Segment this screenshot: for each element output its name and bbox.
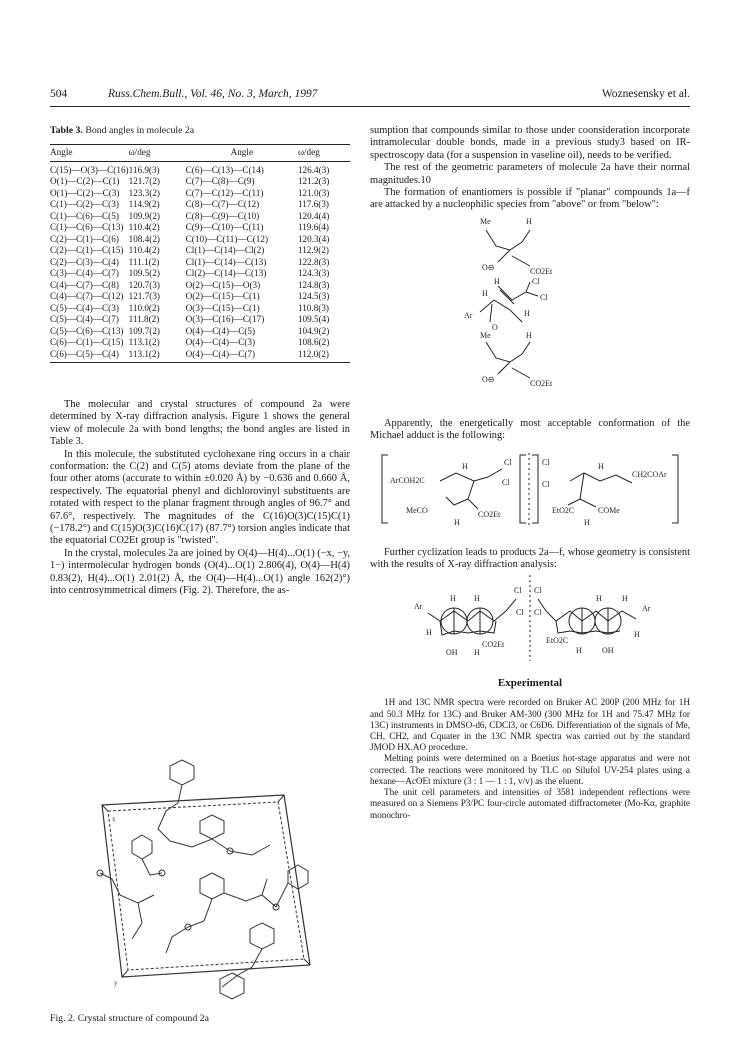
scheme-label: H — [462, 461, 468, 471]
paragraph: The rest of the geometric parameters of molecule 2a have their normal magnitudes.10 — [370, 162, 690, 186]
table-cell: C(5)—C(4)—C(3) — [50, 302, 119, 313]
scheme-label: O⊖ — [482, 262, 495, 272]
scheme-label: Cl — [516, 608, 524, 618]
table-cell: 124.8(3) — [297, 279, 330, 290]
scheme-label: H — [598, 461, 604, 471]
table-cell: O(4)—C(4)—C(3) — [185, 337, 256, 347]
table-caption-label: Table 3. — [50, 125, 83, 136]
table-cell: C(15)—O(3)—C(16) — [50, 164, 129, 175]
scheme-label: EtO2C — [552, 505, 575, 515]
table-cell: O(2)—C(15)—O(3) — [185, 279, 261, 290]
scheme-label: H — [634, 630, 640, 640]
table-cell: 111.8(2) — [128, 314, 160, 324]
scheme-label: COMe — [598, 505, 620, 515]
table-row — [50, 337, 350, 349]
scheme-label: CO2Et — [530, 378, 553, 388]
paragraph: 1H and 13C NMR spectra were recorded on Bruker AC 200P (200 MHz for 1H and 50.3 MHz for 13C) and Bruker AM-300 (300 MHz for 1H and 75.47 MHz for 13C) instruments in DMSO-d6, CDCl3, or C6D6. Differentiation of the signals of Me, CH, CH2, and Cquater in the 13C NMR spectra was carried out by the standard JMOD HX.AO procedure. — [370, 697, 690, 753]
table-cell: C(8)—C(9)—C(10) — [185, 210, 260, 221]
paragraph: Further cyclization leads to products 2a—f, whose geometry is consistent with the results of X-ray diffraction analysis: — [370, 546, 690, 571]
crystal-structure-figure — [62, 755, 332, 1007]
table-cell: 124.3(3) — [297, 268, 330, 278]
table-cell: 126.4(3) — [297, 164, 330, 175]
scheme-label: H — [622, 594, 628, 604]
section-heading-experimental: Experimental — [497, 677, 563, 690]
table-cell: 116.9(3) — [128, 164, 160, 175]
table-cell: 110.4(2) — [128, 245, 160, 255]
table-cell: 117.6(3) — [297, 199, 329, 209]
table-cell: Cl(2)—C(14)—C(13) — [185, 268, 267, 278]
table-cell: C(4)—C(7)—C(8) — [50, 279, 119, 290]
figure-caption-text: Crystal structure of compound 2a — [77, 1013, 209, 1024]
scheme-label: CH2COAr — [632, 469, 667, 479]
scheme-label: Me — [480, 216, 491, 226]
table-cell: Cl(1)—C(14)—C(13) — [185, 256, 267, 267]
scheme-label: Cl — [542, 457, 550, 467]
scheme-label: Cl — [504, 457, 512, 467]
cyclization-scheme — [370, 571, 690, 663]
table-row — [50, 349, 350, 363]
table-cell: 120.4(4) — [297, 210, 330, 221]
table-cell: C(2)—C(3)—C(4) — [50, 256, 119, 267]
table-cell: C(5)—C(6)—C(13) — [50, 325, 124, 336]
table-row — [50, 199, 350, 211]
table-cell: 110.8(3) — [297, 302, 329, 313]
scheme-label: OH — [602, 646, 614, 656]
header-rule — [50, 106, 690, 107]
table-row — [50, 222, 350, 234]
table-cell: 108.6(2) — [297, 337, 330, 347]
column-header: Angle — [186, 145, 298, 162]
table-cell: O(1)—C(2)—C(3) — [50, 187, 120, 198]
paragraph: Melting points were determined on a Boetius hot-stage apparatus and were not corrected. The reactions were monitored by TLC on Silufol UV-254 plates using a hexane—AcOEt mixture (3 : 1 — 1 : 1, v/v) as the eluent. — [370, 753, 690, 786]
table-header-row — [50, 145, 350, 162]
scheme-label: H — [450, 594, 456, 604]
scheme-label: O⊖ — [482, 374, 495, 384]
table-cell: 121.7(3) — [128, 291, 160, 301]
table-cell: 113.1(2) — [129, 349, 186, 363]
table-cell: 109.5(2) — [128, 268, 160, 278]
table-row — [50, 303, 350, 315]
table-cell: C(8)—C(7)—C(12) — [185, 199, 260, 209]
scheme-label: H — [426, 628, 432, 638]
paragraph: Apparently, the energetically most acceptable conformation of the Michael adduct is the following: — [370, 417, 690, 442]
table-row — [50, 280, 350, 292]
table-row — [50, 245, 350, 257]
michael-adduct-scheme — [370, 443, 690, 533]
scheme-label: CO2Et — [478, 509, 501, 519]
paragraph: The unit cell parameters and intensities of 3581 independent reflections were measured on a Siemens P3/PC four-circle automated diffractometer (Mo-Kα, graphite monochro- — [370, 787, 690, 820]
table-row — [50, 176, 350, 188]
table-row — [50, 161, 350, 176]
table-cell: 110.4(2) — [128, 222, 160, 232]
scheme-label: H — [576, 646, 582, 656]
table-cell: 109.9(2) — [128, 210, 160, 221]
table-cell: 108.4(2) — [128, 233, 160, 244]
table-cell: C(7)—C(8)—C(9) — [185, 176, 255, 186]
column-header: ω/deg — [129, 145, 186, 162]
scheme-label: CO2Et — [530, 266, 553, 276]
table-cell: C(10)—C(11)—C(12) — [185, 233, 269, 244]
paragraph: The molecular and crystal structures of compound 2a were determined by X-ray diffraction analysis. Figure 1 shows the general view of molecule 2a with bond lengths; the bond angles are listed in Table 3. — [50, 399, 350, 448]
running-header — [50, 88, 690, 106]
table-cell: C(2)—C(1)—C(15) — [50, 245, 124, 255]
column-header: Angle — [50, 145, 129, 162]
left-column — [50, 125, 350, 598]
scheme-label: H — [482, 288, 488, 298]
table-cell: C(7)—C(12)—C(11) — [185, 187, 264, 198]
scheme-label: Cl — [540, 292, 548, 302]
table-row — [50, 314, 350, 326]
axis-label-y: y — [114, 979, 118, 987]
table-row — [50, 211, 350, 223]
table-cell: 112.0(2) — [298, 349, 350, 363]
scheme-label: ArCOH2C — [390, 475, 425, 485]
column-header: ω/deg — [298, 145, 350, 162]
scheme-label: EtO2C — [546, 636, 569, 646]
scheme-label: Ar — [414, 602, 423, 612]
scheme-label: Ar — [642, 604, 651, 614]
table-cell: C(9)—C(10)—C(11) — [185, 222, 264, 232]
scheme-label: Cl — [534, 586, 542, 596]
table-cell: 121.2(3) — [297, 176, 330, 186]
running-authors: Woznesensky et al. — [601, 88, 690, 100]
table-cell: O(4)—C(4)—C(5) — [185, 325, 256, 336]
table-row — [50, 291, 350, 303]
scheme-label: O — [492, 322, 498, 332]
table-cell: C(6)—C(13)—C(14) — [185, 164, 264, 175]
table-cell: 124.5(3) — [297, 291, 330, 301]
table-cell: C(1)—C(2)—C(3) — [50, 199, 119, 209]
table-cell: 120.7(3) — [128, 279, 160, 290]
figure-caption-label: Fig. 2. — [50, 1013, 76, 1024]
table-cell: C(6)—C(1)—C(15) — [50, 337, 124, 347]
table-cell: 121.7(2) — [128, 176, 160, 186]
table-body — [50, 161, 350, 363]
scheme-label: H — [526, 216, 532, 226]
table-row — [50, 268, 350, 280]
scheme-label: Ar — [464, 310, 473, 320]
bond-angle-table — [50, 144, 350, 363]
paragraph: In this molecule, the substituted cyclohexane ring occurs in a chair conformation: the C(2) and C(5) atoms deviate from the plane of the four other atoms (accurate to within ±0.020 Å) by −0.636 and 0.660 Å, respectively. The equatorial phenyl and dichlorovinyl substituents are rotated with respect to the planar fragment through angles of 96.7° and 67.6°, respectively. The magnitudes of the C(16)O(3)C(15)C(1) (−178.2°) and C(15)O(3)C(16)C(17) (87.7°) torsion angles indicate that the equatorial CO2Et group is "twisted". — [50, 448, 350, 547]
table-cell: 122.8(3) — [297, 256, 330, 267]
scheme-label: H — [474, 648, 480, 658]
table-cell: 120.3(4) — [297, 233, 330, 244]
right-column — [370, 125, 690, 821]
table-cell: C(2)—C(1)—C(6) — [50, 233, 119, 244]
table-cell: 114.9(2) — [128, 199, 160, 209]
table-cell: 109.7(2) — [128, 325, 160, 336]
scheme-label: Cl — [532, 276, 540, 286]
scheme-label: H — [584, 517, 590, 527]
scheme-label: Cl — [514, 586, 522, 596]
scheme-label: Cl — [542, 479, 550, 489]
table-cell: 112.9(2) — [297, 245, 329, 255]
table-cell: Cl(1)—C(14)—Cl(2) — [185, 245, 265, 255]
table-cell: O(4)—C(4)—C(7) — [186, 349, 298, 363]
scheme-label: H — [494, 276, 500, 286]
scheme-label: H — [596, 594, 602, 604]
table-cell: C(5)—C(4)—C(7) — [50, 314, 119, 324]
table-caption-text: Bond angles in molecule 2a — [85, 125, 195, 136]
table-cell: 123.3(2) — [128, 187, 160, 198]
table-cell: C(6)—C(5)—C(4) — [50, 349, 129, 363]
table-cell: O(2)—C(15)—C(1) — [185, 291, 260, 301]
table-cell: 110.0(2) — [128, 302, 160, 313]
scheme-label: Cl — [534, 608, 542, 618]
axis-label-x: x — [112, 815, 116, 823]
scheme-label: MeCO — [406, 505, 428, 515]
table-cell: 111.1(2) — [128, 256, 160, 267]
scheme-label: OH — [446, 648, 458, 658]
table-row — [50, 234, 350, 246]
scheme-label: Me — [480, 330, 491, 340]
table-cell: O(3)—C(15)—C(1) — [185, 302, 260, 313]
table-cell: 113.1(2) — [128, 337, 160, 347]
paragraph: The formation of enantiomers is possible if "planar" compounds 1a—f are attacked by a nucleophilic species from "above" or from "below": — [370, 187, 690, 211]
table-cell: 104.9(2) — [297, 325, 330, 336]
table-caption — [50, 125, 350, 136]
scheme-label: H — [524, 308, 530, 318]
scheme-label: H — [454, 517, 460, 527]
scheme-label: Cl — [502, 477, 510, 487]
enantiomer-scheme — [370, 212, 690, 394]
paragraph: In the crystal, molecules 2a are joined by O(4)—H(4)...O(1) (−x, −y, 1−) intermolecular hydrogen bonds (O(4)...O(1) 2.806(4), O(4)—H(4) 0.83(2), H(4)...O(1) 2.01(2) Å, the O(4)—H(4)...O(1) angle 162(2)°) into centrosymmetrical dimers (Fig. 2). Therefore, the as- — [50, 547, 350, 597]
figure-caption — [50, 1013, 209, 1024]
scheme-label: H — [526, 330, 532, 340]
journal-citation: Russ.Chem.Bull., Vol. 46, No. 3, March, 1997 — [108, 88, 318, 100]
table-cell: C(3)—C(4)—C(7) — [50, 268, 119, 278]
table-row — [50, 326, 350, 338]
table-cell: 119.6(4) — [297, 222, 329, 232]
scheme-label: H — [474, 594, 480, 604]
table-row — [50, 188, 350, 200]
table-cell: O(3)—C(16)—C(17) — [185, 314, 265, 324]
table-cell: C(1)—C(6)—C(13) — [50, 222, 124, 232]
table-row — [50, 257, 350, 269]
paragraph: sumption that compounds similar to those under coonsideration incorporate intramolecular double bonds, made in a previous study3 based on IR-spectroscopy data (for a suspension in vaseline oil), needs to be verified. — [370, 125, 690, 161]
page-number: 504 — [50, 88, 68, 100]
table-cell: C(4)—C(7)—C(12) — [50, 291, 124, 301]
table-cell: C(1)—C(6)—C(5) — [50, 210, 119, 221]
table-cell: O(1)—C(2)—C(1) — [50, 176, 120, 186]
table-cell: 121.0(3) — [297, 187, 330, 198]
table-cell: 109.5(4) — [297, 314, 330, 324]
scheme-label: CO2Et — [482, 640, 505, 650]
